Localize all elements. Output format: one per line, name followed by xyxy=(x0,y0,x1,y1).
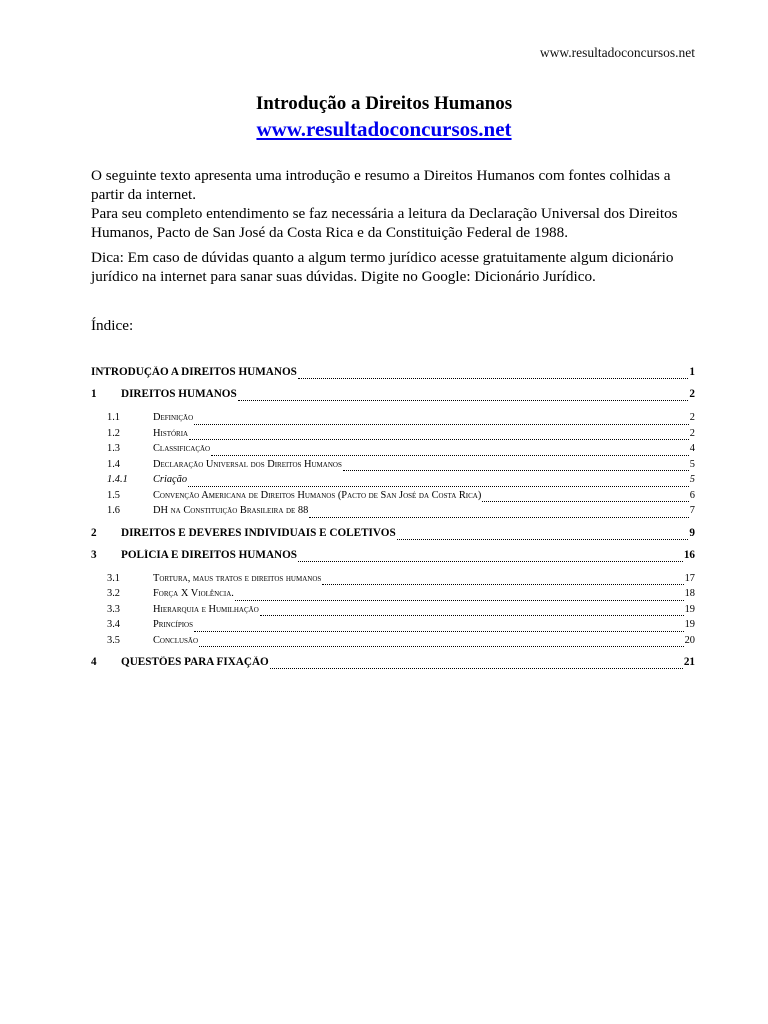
toc-dot-leader xyxy=(260,615,684,616)
toc-entry-page-number: 19 xyxy=(684,619,695,630)
toc-entry-page-number: 21 xyxy=(683,656,695,668)
toc-entry-page-number: 5 xyxy=(689,474,695,485)
toc-entry-title: DIREITOS HUMANOS xyxy=(121,388,237,400)
index-label: Índice: xyxy=(91,317,134,334)
toc-entry-title: Força X Violência. xyxy=(153,588,234,599)
toc-entry-title: POLÍCIA E DIREITOS HUMANOS xyxy=(121,548,298,561)
toc-entry-number: 3 xyxy=(91,548,97,561)
table-of-contents xyxy=(91,366,695,672)
toc-entry[interactable] xyxy=(91,656,695,672)
toc-entry-title: Convenção Americana de Direitos Humanos (Pacto de San José da Costa Rica) xyxy=(153,489,482,501)
toc-entry-title: História xyxy=(153,427,189,439)
toc-dot-leader xyxy=(238,400,689,401)
toc-entry[interactable] xyxy=(91,388,695,404)
toc-entry[interactable] xyxy=(91,604,695,620)
toc-dot-leader xyxy=(188,486,689,487)
toc-entry[interactable] xyxy=(91,549,695,565)
document-title: Introdução a Direitos Humanos xyxy=(255,93,513,114)
toc-entry-title: Princípios xyxy=(153,619,194,630)
toc-dot-leader xyxy=(482,501,689,502)
toc-dot-leader xyxy=(322,584,683,585)
toc-entry-page-number: 2 xyxy=(689,412,695,423)
toc-entry-number: 3.2 xyxy=(107,588,120,599)
toc-spacer xyxy=(91,565,695,573)
toc-entry[interactable] xyxy=(91,619,695,635)
toc-entry[interactable] xyxy=(91,573,695,589)
toc-entry-title: QUESTÕES PARA FIXAÇÃO xyxy=(121,656,269,668)
toc-entry-number: 1.3 xyxy=(107,443,120,454)
toc-entry-number: 3.5 xyxy=(107,634,120,646)
title-site-link[interactable]: www.resultadoconcursos.net xyxy=(256,117,512,141)
toc-entry-title: DIREITOS E DEVERES INDIVIDUAIS E COLETIVOS xyxy=(121,526,396,539)
intro-paragraph-1: O seguinte texto apresenta uma introdução e resumo a Direitos Humanos com fontes colhidas a partir da internet. xyxy=(91,167,671,203)
toc-entry-title: INTRODUÇÃO A DIREITOS HUMANOS xyxy=(91,366,297,378)
intro-tip: Dica: Em caso de dúvidas quanto a algum termo jurídico acesse gratuitamente algum dicionário jurídico na internet para sanar suas dúvidas. Digite no Google: Dicionário Jurídico. xyxy=(91,249,674,285)
toc-entry[interactable] xyxy=(91,527,695,543)
toc-entry-number: 1.1 xyxy=(107,412,120,423)
toc-entry-page-number: 2 xyxy=(689,388,695,400)
toc-entry-number: 1.4.1 xyxy=(107,474,128,485)
toc-entry[interactable] xyxy=(91,428,695,444)
toc-dot-leader xyxy=(298,378,689,379)
toc-entry[interactable] xyxy=(91,474,695,490)
toc-dot-leader xyxy=(235,600,684,601)
toc-entry-title: Declaração Universal dos Direitos Humanos xyxy=(153,458,342,470)
toc-entry-page-number: 2 xyxy=(689,427,695,439)
toc-entry-page-number: 20 xyxy=(684,634,695,646)
toc-entry[interactable] xyxy=(91,366,695,382)
toc-entry-number: 1.4 xyxy=(107,458,120,470)
toc-entry-number: 3.3 xyxy=(107,603,120,615)
toc-entry-title: Conclusão xyxy=(153,634,199,646)
toc-entry-number: 2 xyxy=(91,526,97,539)
toc-entry-page-number: 4 xyxy=(689,443,695,454)
title-block xyxy=(0,92,768,142)
toc-dot-leader xyxy=(211,455,689,456)
toc-dot-leader xyxy=(194,631,684,632)
toc-entry-title: Tortura, maus tratos e direitos humanos xyxy=(153,572,322,584)
toc-entry-number: 4 xyxy=(91,656,97,668)
toc-dot-leader xyxy=(298,561,683,562)
toc-dot-leader xyxy=(397,539,689,540)
toc-entry[interactable] xyxy=(91,635,695,651)
toc-entry-number: 3.4 xyxy=(107,619,120,630)
toc-entry[interactable] xyxy=(91,412,695,428)
toc-entry[interactable] xyxy=(91,459,695,475)
intro-text xyxy=(91,166,697,286)
toc-entry-number: 3.1 xyxy=(107,572,120,584)
toc-entry[interactable] xyxy=(91,505,695,521)
toc-entry-number: 1.5 xyxy=(107,489,120,501)
toc-entry-number: 1 xyxy=(91,388,97,400)
toc-entry[interactable] xyxy=(91,490,695,506)
toc-entry-page-number: 16 xyxy=(683,548,695,561)
toc-dot-leader xyxy=(270,668,683,669)
toc-entry-page-number: 7 xyxy=(689,505,695,516)
toc-dot-leader xyxy=(343,470,689,471)
toc-entry-page-number: 18 xyxy=(684,588,695,599)
toc-entry-page-number: 6 xyxy=(689,489,695,501)
toc-entry-page-number: 5 xyxy=(689,458,695,470)
toc-dot-leader xyxy=(309,517,689,518)
toc-dot-leader xyxy=(189,439,689,440)
intro-paragraph-2: Para seu completo entendimento se faz necessária a leitura da Declaração Universal dos Direitos Humanos, Pacto de San José da Costa Rica e da Constituição Federal de 1988. xyxy=(91,205,678,241)
toc-entry-title: Definição xyxy=(153,412,194,423)
toc-entry-title: Hierarquia e Humilhação xyxy=(153,603,259,615)
toc-dot-leader xyxy=(194,424,689,425)
toc-entry-title: DH na Constituição Brasileira de 88 xyxy=(153,505,309,516)
toc-entry[interactable] xyxy=(91,588,695,604)
toc-entry-page-number: 1 xyxy=(689,366,695,378)
toc-entry-page-number: 17 xyxy=(684,572,695,584)
toc-entry-number: 1.6 xyxy=(107,505,120,516)
toc-spacer xyxy=(91,404,695,412)
toc-entry-page-number: 9 xyxy=(689,526,695,539)
toc-entry-page-number: 19 xyxy=(684,603,695,615)
toc-dot-leader xyxy=(199,646,684,647)
header-site-url[interactable]: www.resultadoconcursos.net xyxy=(539,45,695,60)
toc-entry[interactable] xyxy=(91,443,695,459)
toc-entry-number: 1.2 xyxy=(107,427,120,439)
toc-entry-title: Criação xyxy=(153,474,188,485)
toc-entry-title: Classificação xyxy=(153,443,211,454)
